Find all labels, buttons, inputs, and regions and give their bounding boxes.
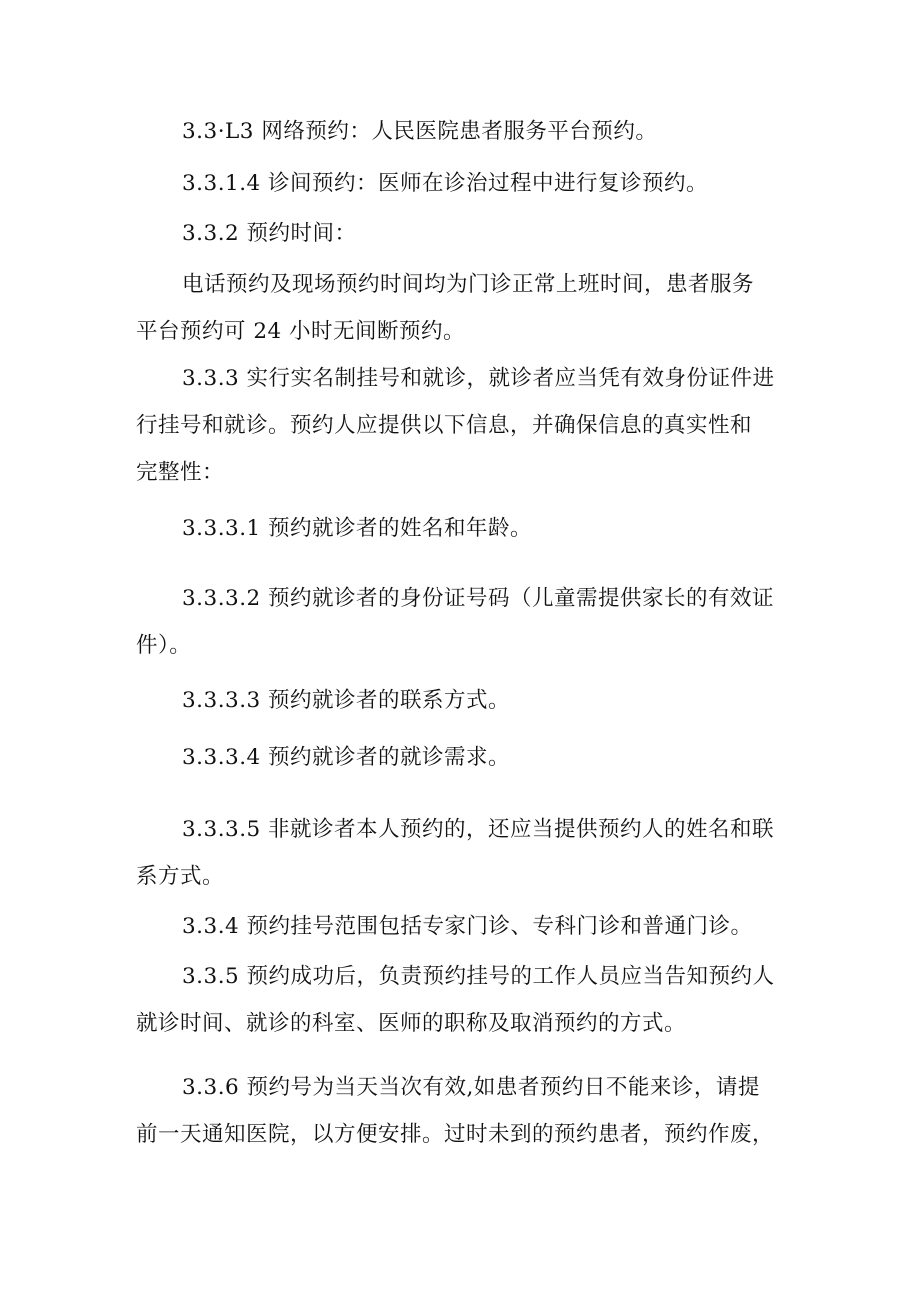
paragraph-line: 3.3.1.4 诊间预约：医师在诊治过程中进行复诊预约。 <box>182 171 709 196</box>
paragraph-line: 3.3·L3 网络预约：人民医院患者服务平台预约。 <box>182 119 658 144</box>
paragraph-line: 3.3.3.5 非就诊者本人预约的，还应当提供预约人的姓名和联 <box>182 817 775 842</box>
paragraph-line: 平台预约可 24 小时无间断预约。 <box>136 319 466 344</box>
paragraph-line: 3.3.6 预约号为当天当次有效,如患者预约日不能来诊，请提 <box>182 1075 760 1100</box>
paragraph-line: 电话预约及现场预约时间均为门诊正常上班时间，患者服务 <box>182 272 755 297</box>
paragraph-line: 3.3.3 实行实名制挂号和就诊，就诊者应当凭有效身份证件进 <box>182 366 775 391</box>
paragraph-3-3-1-3 <box>0 108 920 155</box>
paragraph-3-3-3-1 <box>0 505 920 552</box>
paragraph-3-3-3-5 <box>0 806 920 900</box>
paragraph-line: 就诊时间、就诊的科室、医师的职称及取消预约的方式。 <box>136 1011 687 1036</box>
paragraph-line: 行挂号和就诊。预约人应提供以下信息，并确保信息的真实性和 <box>136 413 753 438</box>
paragraph-line: 3.3.5 预约成功后，负责预约挂号的工作人员应当告知预约人 <box>182 964 775 989</box>
paragraph-line: 前一天通知医院，以方便安排。过时未到的预约患者，预约作废， <box>136 1122 775 1147</box>
paragraph-line: 3.3.4 预约挂号范围包括专家门诊、专科门诊和普通门诊。 <box>182 914 753 939</box>
paragraph-3-3-2 <box>0 210 920 257</box>
paragraph-line: 完整性： <box>136 460 225 485</box>
paragraph-line: 3.3.3.3 预约就诊者的联系方式。 <box>182 688 511 713</box>
paragraph-3-3-3 <box>0 355 920 496</box>
paragraph-3-3-3-4 <box>0 734 920 781</box>
paragraph-line: 3.3.2 预约时间： <box>182 221 357 246</box>
paragraph-line: 系方式。 <box>136 864 225 889</box>
paragraph-3-3-3-3 <box>0 677 920 724</box>
paragraph-line: 3.3.3.1 预约就诊者的姓名和年龄。 <box>182 516 533 541</box>
paragraph-3-3-1-4 <box>0 160 920 207</box>
paragraph-3-3-3-2 <box>0 575 920 669</box>
paragraph-3-3-6 <box>0 1064 920 1158</box>
paragraph-line: 件）。 <box>136 633 192 658</box>
paragraph-3-3-5 <box>0 953 920 1047</box>
paragraph-line: 3.3.3.4 预约就诊者的就诊需求。 <box>182 745 511 770</box>
paragraph-appointment-time <box>0 261 920 355</box>
paragraph-line: 3.3.3.2 预约就诊者的身份证号码（儿童需提供家长的有效证 <box>182 586 775 611</box>
paragraph-3-3-4 <box>0 903 920 950</box>
